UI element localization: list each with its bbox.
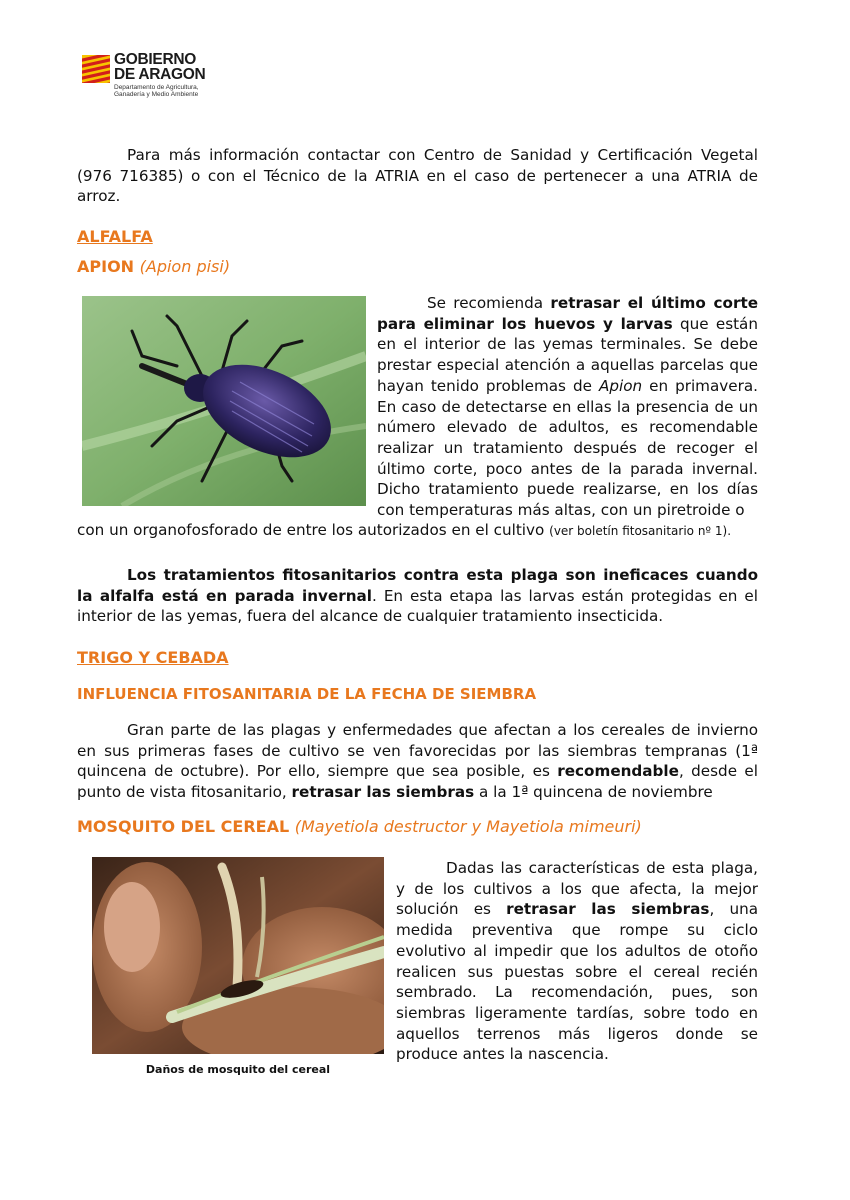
apion-p1-b: retrasar el último corte para eliminar los huevos y larvas — [377, 294, 759, 333]
siembra-c: , desde el punto de vista fitosanitario, — [77, 762, 758, 802]
logo-line2: DE ARAGON — [114, 66, 206, 83]
aragon-flag-icon — [82, 55, 110, 83]
mosquito-damage-photo — [92, 857, 384, 1054]
siembra-paragraph — [77, 720, 758, 803]
logo-subtitle — [114, 84, 199, 98]
siembra-d: retrasar las siembras — [291, 783, 475, 802]
mosquito-c: , una medida preventiva que rompe su ciclo evolutivo al impedir que los adultos de otoño realicen sus puestas sobre el cereal recién sembrado. La recomendación, pues, son siembras ligeramente tardías, sobre todo en aquellos terrenos más ligeros donde se produce antes la nascencia. — [396, 900, 758, 1064]
logo-wordmark — [114, 52, 205, 82]
trigo-heading: TRIGO Y CEBADA — [77, 648, 229, 667]
weevil-photo — [82, 296, 366, 506]
apion-p1-a: Se recomienda — [427, 294, 551, 312]
siembra-b: recomendable — [557, 762, 679, 781]
siembra-a: Gran parte de las plagas y enfermedades que afectan a los cereales de invierno en sus primeras fases de cultivo se ven favorecidas por las siembras tempranas (1ª quincena de octubre). Por ello, siempre que sea posible, es — [77, 721, 758, 781]
apion-p1-g: (ver boletín fitosanitario nº 1). — [549, 524, 732, 538]
apion-species: (Apion pisi) — [139, 257, 231, 276]
photo-caption: Daños de mosquito del cereal — [145, 1063, 331, 1076]
siembra-heading: INFLUENCIA FITOSANITARIA DE LA FECHA DE SIEMBRA — [77, 685, 537, 703]
apion-paragraph-bottom — [77, 520, 777, 542]
invernal-rest: . En esta etapa las larvas están protegidas en el interior de las yemas, fuera del alcance de cualquier tratamiento insecticida. — [77, 586, 758, 626]
apion-title: APION — [77, 257, 135, 276]
mosquito-a: Dadas las características de esta plaga, y de los cultivos a los que afecta, la mejor solución es — [396, 859, 758, 919]
logo-sub2: Ganadería y Medio Ambiente — [114, 91, 199, 98]
mosquito-b: retrasar las siembras — [506, 900, 710, 919]
mosquito-paragraph — [396, 858, 758, 1065]
apion-p1-d: Apion — [598, 376, 643, 395]
mosquito-species: (Mayetiola destructor y Mayetiola mimeuri) — [294, 817, 642, 836]
apion-p1-e: en primavera. En caso de detectarse en ellas la presencia de un número elevado de adultos, es recomendable realizar un tratamiento después de recoger el último corte, poco antes de la parada invernal. Dicho tratamiento puede realizarse, en los días con temperaturas más altas, con un piretroide o — [377, 376, 758, 520]
mosquito-heading — [77, 817, 642, 837]
mosquito-title: MOSQUITO DEL CEREAL — [77, 817, 290, 836]
invernal-paragraph — [77, 565, 758, 627]
intro-paragraph: Para más información contactar con Centro de Sanidad y Certificación Vegetal (976 716385) o con el Técnico de la ATRIA en el caso de pertenecer a una ATRIA de arroz. — [77, 146, 758, 206]
logo-line1: GOBIERNO — [114, 51, 196, 68]
alfalfa-heading: ALFALFA — [77, 227, 153, 246]
siembra-e: a la 1ª quincena de noviembre — [474, 783, 713, 802]
apion-heading — [77, 257, 230, 277]
apion-p1-c: que están en el interior de las yemas terminales. Se debe prestar especial atención a aquellas parcelas que hayan tenido problemas de — [377, 314, 758, 395]
invernal-bold: Los tratamientos fitosanitarios contra esta plaga son ineficaces cuando la alfalfa está en parada invernal — [77, 566, 758, 605]
apion-p1-f: con un organofosforado de entre los autorizados en el cultivo — [77, 521, 550, 539]
apion-paragraph-top — [377, 293, 758, 521]
logo-sub1: Departamento de Agricultura, — [114, 84, 199, 91]
